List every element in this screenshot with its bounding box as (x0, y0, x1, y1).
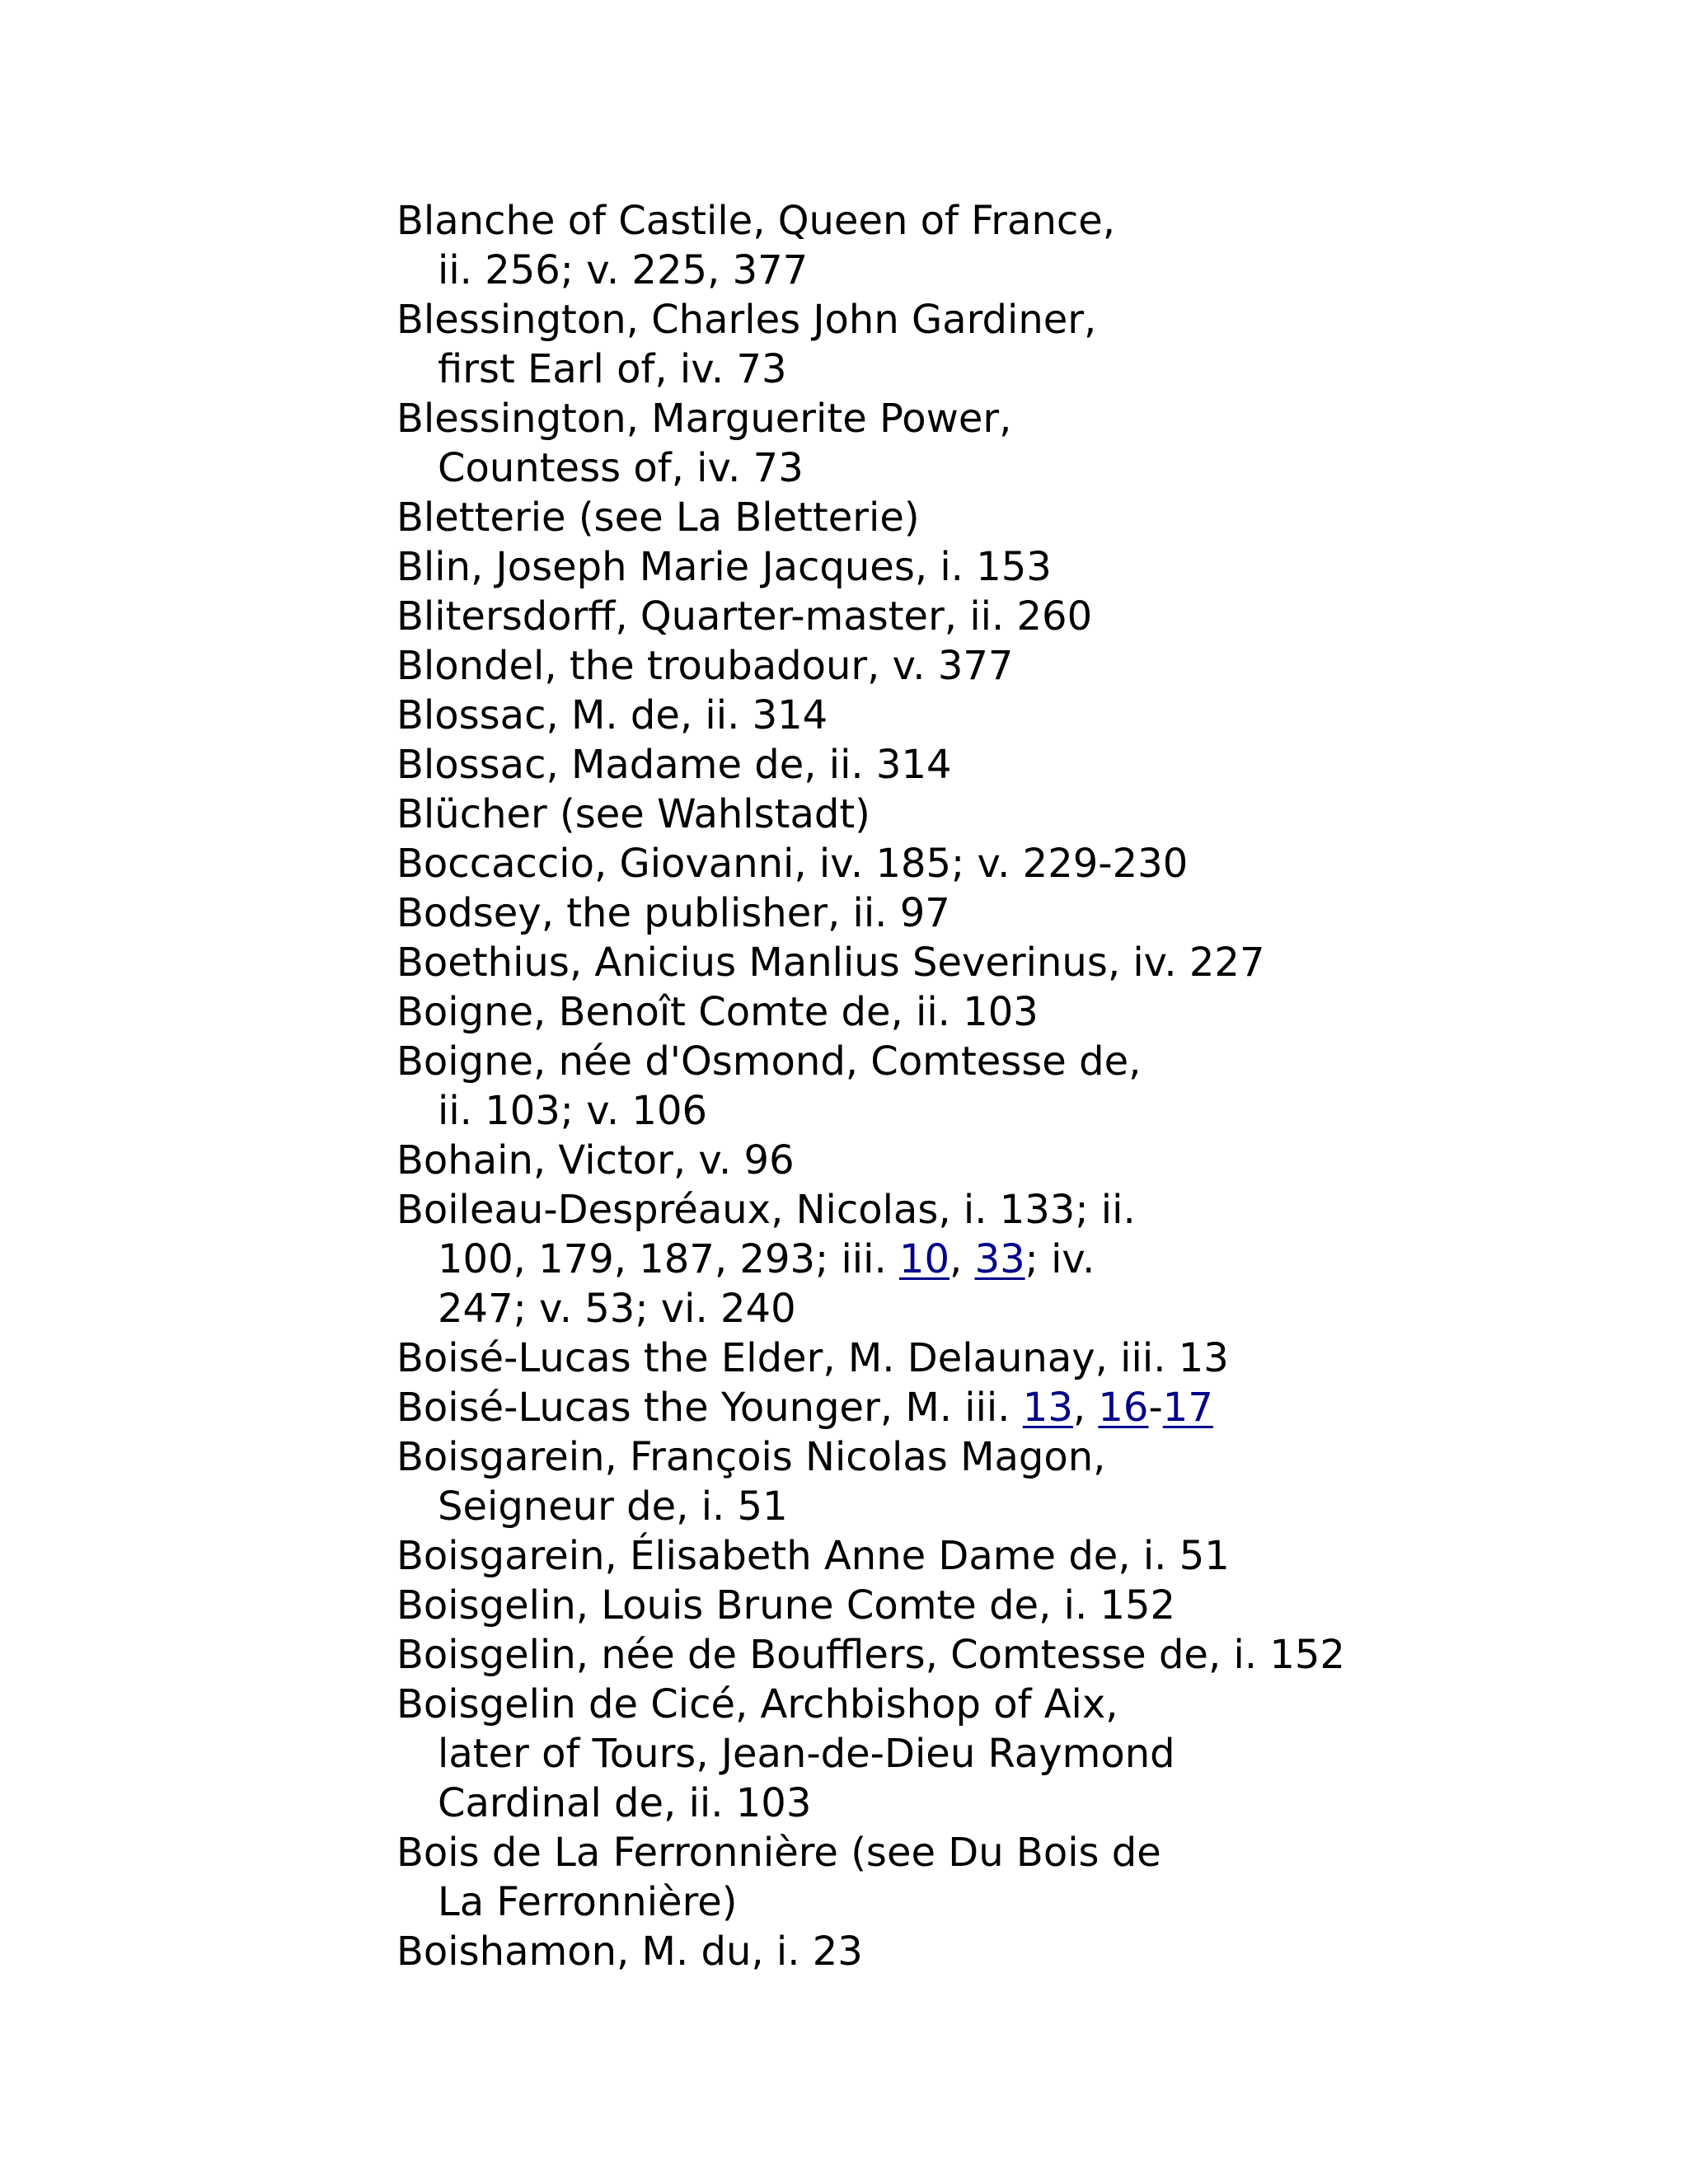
index-entry (396, 888, 1633, 938)
entry-text: Bohain, Victor, v. 96 (396, 1137, 795, 1183)
index-entry (396, 1927, 1633, 1976)
entry-text: Boishamon, M. du, i. 23 (396, 1929, 863, 1975)
entry-heading-line (396, 641, 1633, 691)
entry-text: Cardinal de, ii. 103 (438, 1780, 812, 1826)
index-entry (396, 740, 1633, 790)
entry-heading-line (396, 691, 1633, 740)
entry-heading-line (396, 1037, 1633, 1086)
index-entry (396, 987, 1633, 1037)
entry-heading-line (396, 394, 1633, 443)
entry-continuation-line (396, 344, 1633, 394)
index-entry (396, 1383, 1633, 1432)
entry-text: Boigne, née d'Osmond, Comtesse de, (396, 1038, 1142, 1085)
entry-text: ii. 103; v. 106 (438, 1088, 708, 1134)
entry-text: Boisgarein, François Nicolas Magon, (396, 1434, 1106, 1480)
entry-heading-line (396, 888, 1633, 938)
entry-text: Boisé-Lucas the Elder, M. Delaunay, iii. 13 (396, 1335, 1229, 1381)
index-entry (396, 641, 1633, 691)
entry-heading-line (396, 1432, 1633, 1482)
page-reference-link[interactable]: 33 (974, 1236, 1025, 1282)
entry-text: Boisé-Lucas the Younger, M. iii. (396, 1385, 1023, 1431)
entry-text: ii. 256; v. 225, 377 (438, 247, 809, 293)
entry-text: Blossac, M. de, ii. 314 (396, 692, 828, 738)
entry-text: Blondel, the troubadour, v. 377 (396, 643, 1014, 689)
index-entry (396, 592, 1633, 641)
entry-text: 247; v. 53; vi. 240 (438, 1286, 796, 1332)
page-reference-link[interactable]: 17 (1162, 1385, 1213, 1431)
entry-text: Bletterie (see La Bletterie) (396, 494, 920, 541)
entry-text: Blessington, Marguerite Power, (396, 396, 1012, 442)
entry-text: 100, 179, 187, 293; iii. (438, 1236, 899, 1282)
entry-text: ; iv. (1025, 1236, 1095, 1282)
index-entry (396, 1581, 1633, 1630)
entry-text: Blessington, Charles John Gardiner, (396, 297, 1097, 343)
page-reference-link[interactable]: 13 (1022, 1385, 1073, 1431)
entry-continuation-line (396, 1235, 1633, 1284)
index-entry (396, 1432, 1633, 1531)
entry-heading-line (396, 1185, 1633, 1235)
entry-continuation-line (396, 1779, 1633, 1828)
entry-heading-line (396, 1383, 1633, 1432)
page-reference-link[interactable]: 10 (898, 1236, 950, 1282)
entry-heading-line (396, 295, 1633, 344)
entry-text: La Ferronnière) (438, 1879, 738, 1925)
entry-text: Blanche of Castile, Queen of France, (396, 198, 1116, 244)
index-entry (396, 1680, 1633, 1828)
index-entry (396, 1630, 1633, 1680)
index-entry (396, 691, 1633, 740)
index-entry (396, 542, 1633, 592)
index-entry (396, 295, 1633, 394)
entry-text: Boisgarein, Élisabeth Anne Dame de, i. 51 (396, 1533, 1230, 1579)
entry-text: Boisgelin de Cicé, Archbishop of Aix, (396, 1681, 1118, 1727)
entry-heading-line (396, 1333, 1633, 1383)
index-entry (396, 839, 1633, 888)
entry-text: first Earl of, iv. 73 (438, 346, 787, 392)
entry-heading-line (396, 987, 1633, 1037)
entry-text: Blossac, Madame de, ii. 314 (396, 742, 952, 788)
entry-text: Boisgelin, Louis Brune Comte de, i. 152 (396, 1582, 1176, 1629)
entry-continuation-line (396, 1877, 1633, 1927)
entry-heading-line (396, 839, 1633, 888)
index-entry (396, 493, 1633, 542)
entry-heading-line (396, 1531, 1633, 1581)
page-reference-link[interactable]: 16 (1098, 1385, 1149, 1431)
entry-heading-line (396, 1630, 1633, 1680)
entry-heading-line (396, 938, 1633, 987)
index-entry (396, 1136, 1633, 1185)
entry-heading-line (396, 493, 1633, 542)
entry-text: Blücher (see Wahlstadt) (396, 791, 870, 837)
entry-text: Boisgelin, née de Boufflers, Comtesse de, i. 152 (396, 1632, 1345, 1678)
index-entry (396, 938, 1633, 987)
entry-heading-line (396, 1136, 1633, 1185)
entry-heading-line (396, 542, 1633, 592)
entry-heading-line (396, 740, 1633, 790)
entry-text: Boethius, Anicius Manlius Severinus, iv. 227 (396, 940, 1265, 986)
entry-heading-line (396, 1680, 1633, 1729)
entry-heading-line (396, 1927, 1633, 1976)
entry-text: Blin, Joseph Marie Jacques, i. 153 (396, 544, 1052, 590)
entry-continuation-line (396, 246, 1633, 295)
entry-continuation-line (396, 1086, 1633, 1136)
entry-text: - (1148, 1385, 1163, 1431)
entry-text: , (1072, 1385, 1099, 1431)
index-entry (396, 1828, 1633, 1927)
index-entry (396, 394, 1633, 493)
entry-text: , (950, 1236, 975, 1282)
entry-text: Blitersdorff, Quarter-master, ii. 260 (396, 593, 1093, 640)
entry-text: Boigne, Benoît Comte de, ii. 103 (396, 989, 1039, 1035)
entry-heading-line (396, 196, 1633, 246)
index-entry (396, 196, 1633, 295)
index-entry (396, 1185, 1633, 1333)
index-entry (396, 790, 1633, 839)
entry-continuation-line (396, 1482, 1633, 1531)
entry-heading-line (396, 1828, 1633, 1877)
index-entry (396, 1037, 1633, 1136)
entry-text: later of Tours, Jean-de-Dieu Raymond (438, 1731, 1175, 1777)
entry-text: Bodsey, the publisher, ii. 97 (396, 890, 950, 936)
entry-heading-line (396, 1581, 1633, 1630)
index-page (396, 196, 1633, 1976)
entry-text: Countess of, iv. 73 (438, 445, 804, 491)
index-entry (396, 1531, 1633, 1581)
entry-text: Seigneur de, i. 51 (438, 1483, 788, 1530)
entry-continuation-line (396, 1729, 1633, 1779)
index-entry (396, 1333, 1633, 1383)
entry-heading-line (396, 790, 1633, 839)
entry-text: Bois de La Ferronnière (see Du Bois de (396, 1830, 1161, 1876)
entry-heading-line (396, 592, 1633, 641)
entry-continuation-line (396, 1284, 1633, 1333)
entry-text: Boileau-Despréaux, Nicolas, i. 133; ii. (396, 1187, 1136, 1233)
entry-continuation-line (396, 443, 1633, 493)
entry-text: Boccaccio, Giovanni, iv. 185; v. 229-230 (396, 841, 1189, 887)
